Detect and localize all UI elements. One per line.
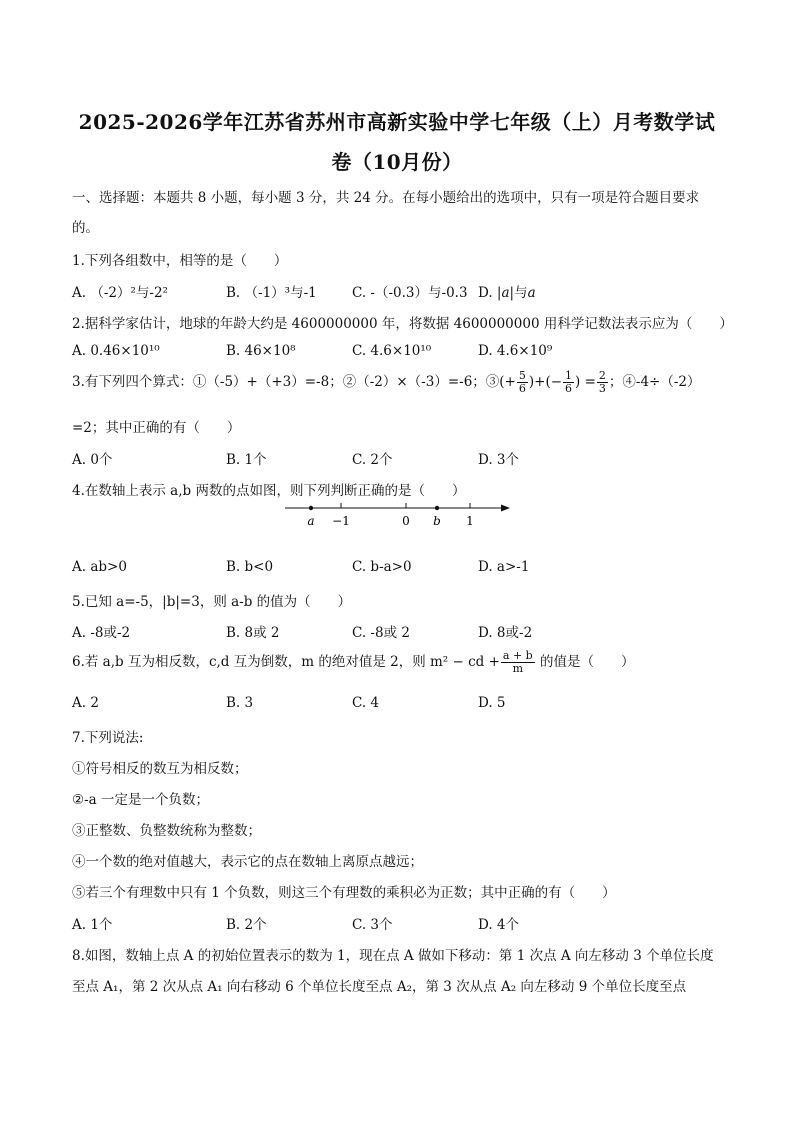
q3-option-a: A. 0个 [72, 452, 113, 468]
q1-option-b: B. （-1）³与-1 [226, 285, 317, 301]
q4-option-c: C. b-a>0 [352, 559, 412, 575]
q2-option-c: C. 4.6×10¹⁰ [352, 343, 432, 359]
q5-stem: 5.已知 a=-5，|b|=3，则 a-b 的值为（ ） [72, 594, 352, 610]
q5-option-a: A. -8或-2 [72, 625, 131, 641]
q3-option-d: D. 3个 [478, 452, 520, 468]
q2-option-a: A. 0.46×10¹⁰ [72, 343, 160, 359]
q3-fraction-five-sixths: $\frac{5}{6}$ [518, 369, 526, 395]
q2-option-d: D. 4.6×10⁹ [478, 343, 553, 359]
q3-option-c: C. 2个 [352, 452, 393, 468]
q3-fraction-one-sixth: $\frac{1}{6}$ [565, 369, 573, 395]
label-zero: 0 [402, 514, 410, 528]
q4-number-line [280, 498, 520, 532]
q7-statement-2: ②-a 一定是一个负数； [72, 792, 210, 808]
q1-option-a: A. （-2）²与-2² [72, 285, 168, 301]
q2-options [72, 343, 732, 365]
q5-option-d: D. 8或-2 [478, 625, 533, 641]
exam-title-line2: 卷（10月份） [331, 150, 463, 174]
q3-option-b: B. 1个 [226, 452, 267, 468]
section-instructions-line2: 的。 [72, 220, 99, 236]
number-line-arrow-icon [501, 505, 510, 512]
q7-statement-5: ⑤若三个有理数中只有 1 个负数，则这三个有理数的乘积必为正数；其中正确的有（ ） [72, 885, 616, 901]
q6-options [72, 695, 732, 717]
q5-option-b: B. 8或 2 [226, 625, 280, 641]
q3-stem-line1: 3.有下列四个算式：①（-5）+（+3）=-8；②（-2）×（-3）=-6；③(+ $\frac{5}{6}$ )+(− $\frac{1}{6}$ ) = $\frac{2}{3}$ ；④-4÷（-2） [72, 369, 701, 395]
q4-options [72, 559, 732, 581]
q6-option-a: A. 2 [72, 695, 99, 711]
q8-stem-line1: 8.如图，数轴上点 A 的初始位置表示的数为 1，现在点 A 做如下移动：第 1 次点 A 向左移动 3 个单位长度 [72, 948, 714, 964]
q6-stem: 6.若 a,b 互为相反数，c,d 互为倒数，m 的绝对值是 2，则 m² − cd + $\frac{a + b}{m}$ 的值是（ ） [72, 649, 635, 675]
q7-option-d: D. 4个 [478, 917, 520, 933]
label-minus-one: −1 [332, 514, 350, 528]
label-one: 1 [466, 514, 474, 528]
q7-options [72, 913, 732, 935]
q2-stem: 2.据科学家估计，地球的年龄大约是 4600000000 年，将数据 4600000000 用科学记数法表示应为（ ） [72, 316, 733, 332]
q7-statement-4: ④一个数的绝对值越大，表示它的点在数轴上离原点越远； [72, 854, 423, 870]
q4-stem: 4.在数轴上表示 a,b 两数的点如图，则下列判断正确的是（ ） [72, 483, 466, 499]
label-a: a [307, 514, 315, 528]
q7-option-a: A. 1个 [72, 917, 113, 933]
q5-options [72, 621, 732, 643]
q4-option-d: D. a>-1 [478, 559, 530, 575]
q2-option-b: B. 46×10⁸ [226, 343, 296, 359]
q1-option-d: D. |a|与a [478, 285, 536, 301]
q3-options [72, 448, 732, 470]
exam-title-line1: 2025-2026学年江苏省苏州市高新实验中学七年级（上）月考数学试 [78, 110, 716, 134]
q3-stem-line2: =2；其中正确的有（ ） [72, 420, 241, 436]
q6-fraction: $\frac{a + b}{m}$ [502, 649, 533, 675]
q7-statement-1: ①符号相反的数互为相反数； [72, 761, 248, 777]
q7-stem: 7.下列说法: [72, 730, 144, 746]
label-b: b [433, 514, 441, 528]
q6-option-c: C. 4 [352, 695, 380, 711]
q4-option-a: A. ab>0 [72, 559, 127, 575]
point-b [435, 506, 439, 510]
point-a [309, 506, 313, 510]
q7-option-b: B. 2个 [226, 917, 267, 933]
q6-option-b: B. 3 [226, 695, 254, 711]
q4-option-b: B. b<0 [226, 559, 274, 575]
q8-stem-line2: 至点 A₁，第 2 次从点 A₁ 向右移动 6 个单位长度至点 A₂，第 3 次从点 A₂ 向左移动 9 个单位长度至点 [72, 979, 687, 995]
q1-option-c: C. -（-0.3）与-0.3 [352, 285, 468, 301]
q7-option-c: C. 3个 [352, 917, 393, 933]
q1-options [72, 281, 732, 303]
q7-statement-3: ③正整数、负整数统称为整数； [72, 823, 261, 839]
q3-fraction-two-thirds: $\frac{2}{3}$ [598, 369, 606, 395]
q1-stem: 1.下列各组数中，相等的是（ ） [72, 253, 288, 269]
section-instructions-line1: 一、选择题：本题共 8 小题，每小题 3 分，共 24 分。在每小题给出的选项中，只有一项是符合题目要求 [72, 190, 700, 206]
q6-option-d: D. 5 [478, 695, 506, 711]
q5-option-c: C. -8或 2 [352, 625, 410, 641]
